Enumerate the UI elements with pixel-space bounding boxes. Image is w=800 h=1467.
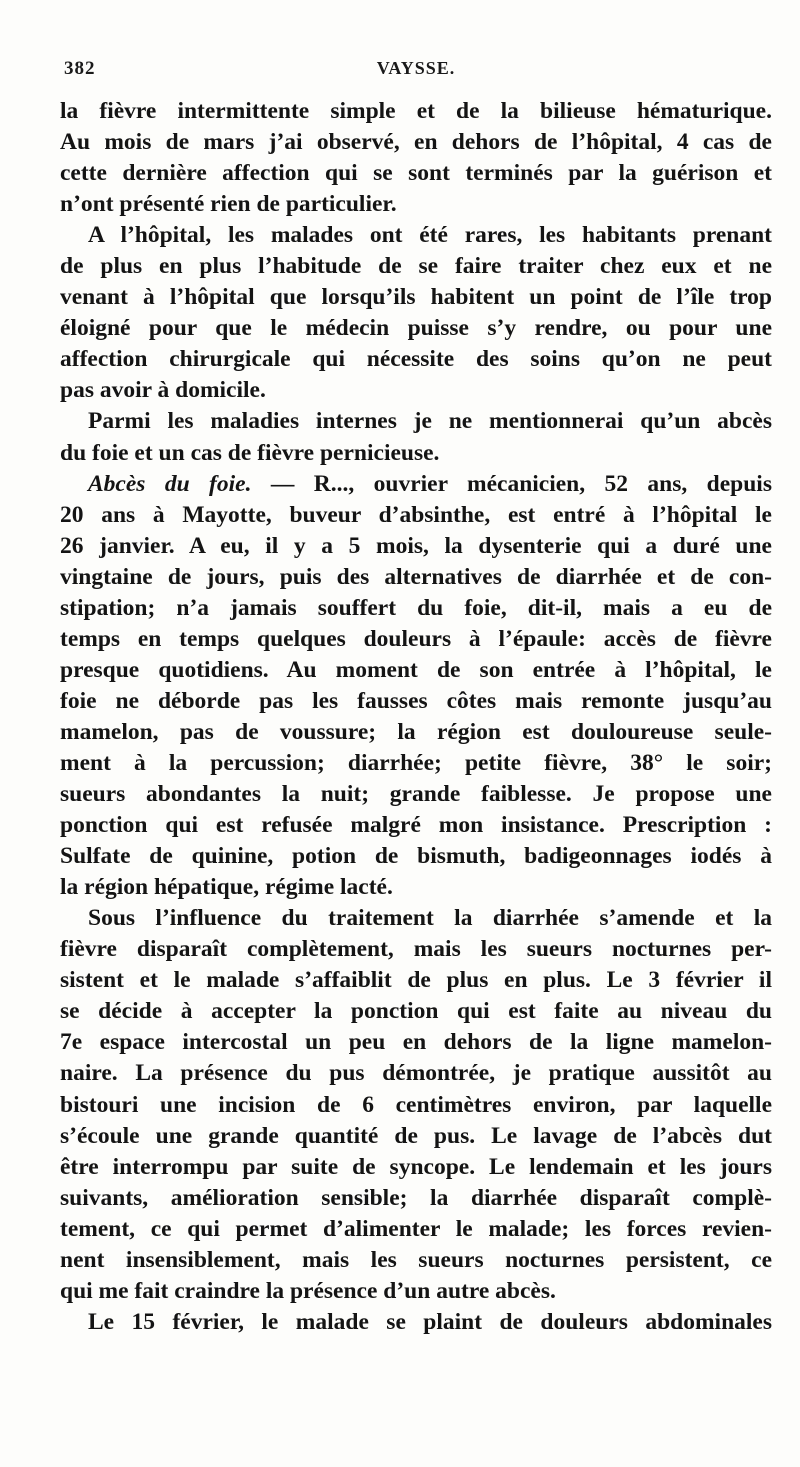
text-line: 7e espace intercostal un peu en dehors de la ligne mamelon- <box>60 1029 772 1056</box>
text-line: temps en temps quelques douleurs à l’épaule: accès de fièvre <box>60 625 772 652</box>
text-line: qui me fait craindre la présence d’un autre abcès. <box>60 1277 556 1304</box>
text-line: fièvre disparaît complètement, mais les sueurs nocturnes per- <box>60 936 772 963</box>
text-line: sistent et le malade s’affaiblit de plus en plus. Le 3 février il <box>60 967 772 994</box>
text-line: Au mois de mars j’ai observé, en dehors de l’hôpital, 4 cas de <box>60 129 772 156</box>
text-line: affection chirurgicale qui nécessite des soins qu’on ne peut <box>60 346 772 373</box>
text-line: ponction qui est refusée malgré mon insistance. Prescription : <box>60 812 772 839</box>
paragraph <box>60 406 772 468</box>
text-line: la fièvre intermittente simple et de la bilieuse hématurique. <box>60 98 772 124</box>
text-line: n’ont présenté rien de particulier. <box>60 191 397 218</box>
text-line: A l’hôpital, les malades ont été rares, les habitants prenant <box>88 222 772 249</box>
text-line: ment à la percussion; diarrhée; petite fièvre, 38° le soir; <box>60 749 772 776</box>
paragraph <box>60 220 772 406</box>
text-line: mamelon, pas de voussure; la région est douloureuse seule- <box>60 718 772 745</box>
text-line: pas avoir à domicile. <box>60 377 266 404</box>
page-header <box>60 58 772 88</box>
text-line: 20 ans à Mayotte, buveur d’absinthe, est entré à l’hôpital le <box>60 501 772 528</box>
text-line: foie ne déborde pas les fausses côtes mais remonte jusqu’au <box>60 687 772 714</box>
text-line: nent insensiblement, mais les sueurs nocturnes persistent, ce <box>60 1246 772 1273</box>
text-line: s’écoule une grande quantité de pus. Le lavage de l’abcès dut <box>60 1122 772 1149</box>
text-line: venant à l’hôpital que lorsqu’ils habitent un point de l’île trop <box>60 284 772 311</box>
text-line: du foie et un cas de fièvre pernicieuse. <box>60 439 440 466</box>
text-line: se décide à accepter la ponction qui est faite au niveau du <box>60 998 772 1025</box>
body-text <box>60 96 772 1338</box>
paragraph <box>60 903 772 1307</box>
paragraph <box>60 96 772 220</box>
text-line: sueurs abondantes la nuit; grande faiblesse. Je propose une <box>60 781 772 808</box>
text-line: Sous l’influence du traitement la diarrhée s’amende et la <box>88 905 772 932</box>
text-line: presque quotidiens. Au moment de son entrée à l’hôpital, le <box>60 656 772 683</box>
paragraph <box>60 469 772 904</box>
text-line: cette dernière affection qui se sont terminés par la guérison et <box>60 160 772 187</box>
text-line <box>60 469 772 500</box>
page-number: 382 <box>64 58 96 79</box>
text-line: bistouri une incision de 6 centimètres environ, par laquelle <box>60 1091 772 1118</box>
paragraph <box>60 1307 772 1338</box>
text-line: être interrompu par suite de syncope. Le lendemain et les jours <box>60 1153 772 1180</box>
text-line: de plus en plus l’habitude de se faire traiter chez eux et ne <box>60 253 772 280</box>
text-line: Parmi les maladies internes je ne mentionnerai qu’un abcès <box>88 408 772 435</box>
text-line: suivants, amélioration sensible; la diarrhée disparaît complè- <box>60 1184 772 1211</box>
text-line: 26 janvier. A eu, il y a 5 mois, la dysenterie qui a duré une <box>60 532 772 559</box>
italic-heading: Abcès du foie. <box>88 470 252 497</box>
text-line: vingtaine de jours, puis des alternatives de diarrhée et de con- <box>60 563 772 590</box>
text-line: tement, ce qui permet d’alimenter le malade; les forces revien- <box>60 1215 772 1242</box>
text-line: Le 15 février, le malade se plaint de douleurs abdominales <box>88 1308 772 1335</box>
text-run: — R..., ouvrier mécanicien, 52 ans, depuis <box>251 470 772 497</box>
running-head: VAYSSE. <box>376 58 456 78</box>
text-line: stipation; n’a jamais souffert du foie, dit-il, mais a eu de <box>60 594 772 621</box>
text-line: naire. La présence du pus démontrée, je pratique aussitôt au <box>60 1060 772 1087</box>
text-line: Sulfate de quinine, potion de bismuth, badigeonnages iodés à <box>60 843 772 870</box>
text-line: éloigné pour que le médecin puisse s’y rendre, ou pour une <box>60 315 772 342</box>
text-line: la région hépatique, régime lacté. <box>60 874 393 901</box>
